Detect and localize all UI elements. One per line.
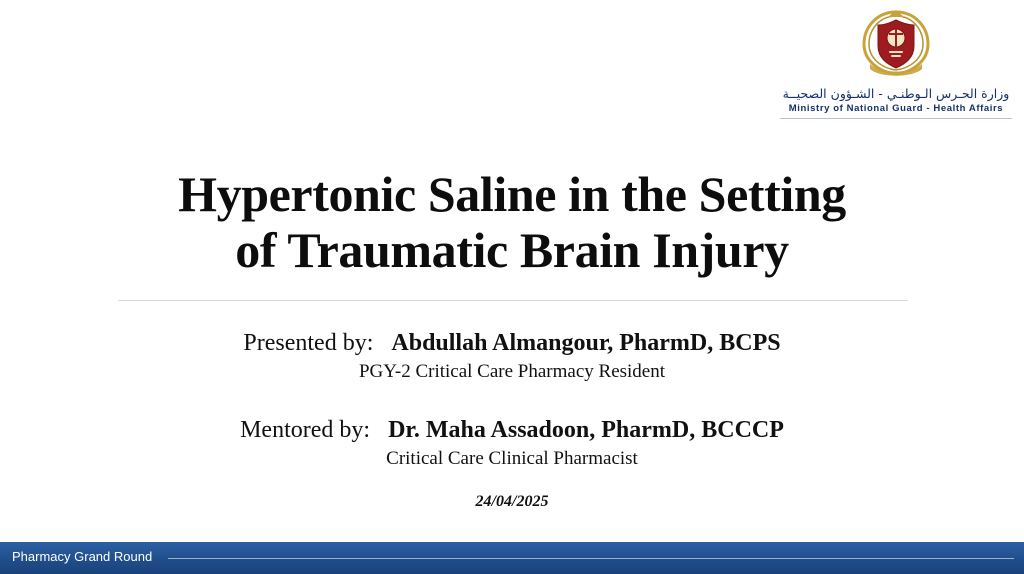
presentation-date: 24/04/2025 <box>475 493 549 511</box>
slide-title <box>0 166 1024 278</box>
mentor-line <box>0 415 1024 445</box>
slide-title-line-1: Hypertonic Saline in the Setting <box>178 166 846 222</box>
presented-by-label: Presented by: <box>243 330 374 356</box>
mentor-role: Critical Care Clinical Pharmacist <box>386 447 638 469</box>
logo-arabic-text: وزارة الحـرس الـوطنـي - الشـؤون الصحيــة <box>782 86 1010 101</box>
logo-divider <box>780 118 1012 119</box>
footer-rule <box>168 558 1014 559</box>
ministry-emblem-icon <box>854 8 938 78</box>
slide-title-line-2: of Traumatic Brain Injury <box>235 222 789 278</box>
title-divider <box>118 300 908 301</box>
footer-label: Pharmacy Grand Round <box>12 549 153 564</box>
logo-english-text: Ministry of National Guard - Health Affairs <box>788 103 1004 114</box>
credits-block <box>0 328 1024 511</box>
presenter-name: Abdullah Almangour, PharmD, BCPS <box>391 330 781 356</box>
presenter-line <box>0 328 1024 358</box>
credits-spacer <box>0 385 1024 415</box>
organization-logo <box>776 8 1016 119</box>
mentor-name: Dr. Maha Assadoon, PharmD, BCCCP <box>388 416 784 443</box>
mentored-by-label: Mentored by: <box>240 416 371 443</box>
presenter-role: PGY-2 Critical Care Pharmacy Resident <box>358 361 666 382</box>
slide-footer <box>0 542 1024 574</box>
